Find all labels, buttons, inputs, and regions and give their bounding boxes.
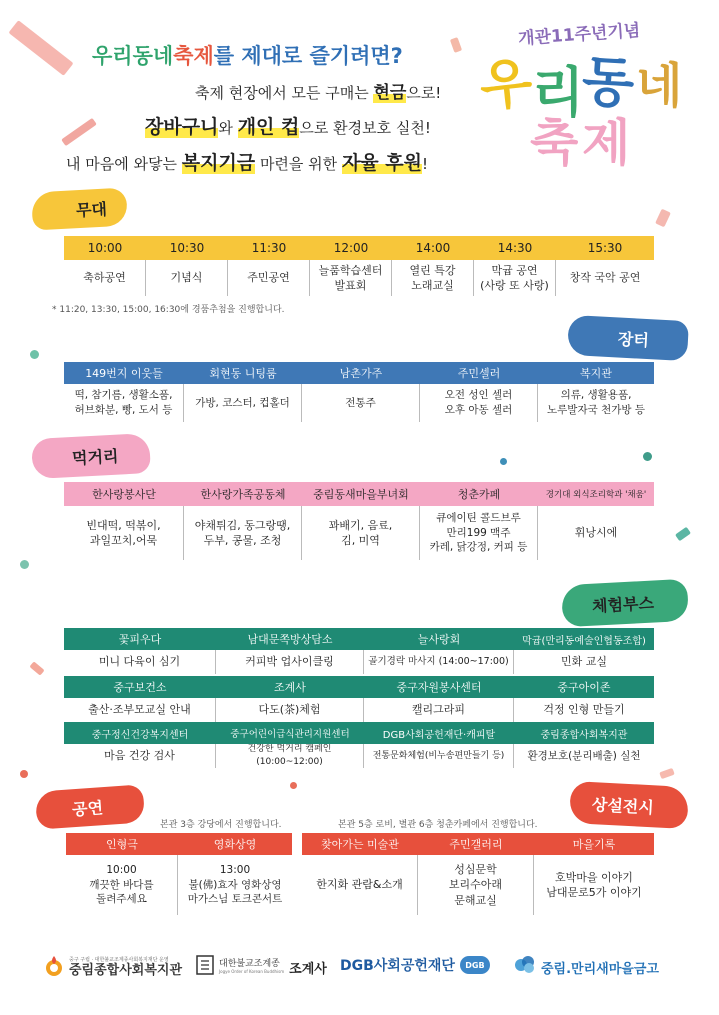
experience-header-row — [64, 722, 654, 744]
exhibit-detail: 한지화 관람&소개 — [302, 855, 418, 915]
food-vendor: 한사랑봉사단 — [92, 488, 156, 501]
booth-activity: 마음 건강 검사 — [64, 744, 216, 768]
food-vendor: 중림동새마을부녀회 — [313, 488, 409, 501]
stage-time: 10:00 — [87, 241, 123, 255]
confetti — [30, 350, 39, 359]
booth-name: 중구보건소 — [113, 681, 167, 694]
badge-subtitle: 개관11주년기념 — [517, 20, 641, 50]
booth-name: 중림종합사회복지관 — [540, 729, 628, 741]
booth-name: 중구정신건강복지센터 — [91, 729, 189, 741]
exhibit-title: 상설전시 — [591, 794, 655, 817]
performance-detail: 10:00 깨끗한 바다를 돌려주세요 — [66, 855, 178, 915]
experience-items-row — [64, 744, 654, 768]
exhibit-section-label — [569, 781, 689, 829]
confetti — [61, 118, 97, 146]
food-items-row — [64, 506, 654, 560]
booth-activity: 걱정 인형 만들기 — [543, 703, 625, 717]
badge-char: 제 — [582, 114, 631, 172]
stage-time: 10:30 — [169, 241, 205, 255]
headline-2 — [195, 78, 441, 103]
market-vendor: 주민셀러 — [457, 367, 501, 380]
food-title: 먹거리 — [71, 446, 119, 468]
food-items: 휘낭시에 — [574, 526, 618, 540]
headline-1 — [92, 40, 403, 70]
stage-event: 열린 특강 노래교실 — [392, 260, 474, 296]
food-vendor: 청춘카페 — [457, 488, 501, 501]
confetti — [20, 770, 28, 778]
headline-4-e: ! — [421, 155, 428, 173]
food-header-row — [64, 482, 654, 506]
logo1-text: 중림종합사회복지관 — [69, 962, 183, 978]
market-items: 의류, 생활용품, 노루발자국 천가방 등 — [547, 389, 645, 416]
badge-char: 리 — [532, 61, 585, 124]
headline-3-b: 와 — [218, 119, 238, 137]
headline-3 — [145, 112, 431, 139]
food-vendor: 한사랑가족공동체 — [200, 488, 286, 501]
stage-events-row — [64, 260, 654, 296]
booth-activity: 다도(茶)체험 — [216, 698, 364, 722]
exhibit-note: 본관 5층 로비, 별관 6층 청춘카페에서 진행합니다. — [338, 820, 538, 830]
booth-name: 남대문쪽방상담소 — [247, 633, 333, 646]
booth-name: DGB사회공헌재단·캐피탈 — [382, 729, 496, 741]
performance-name: 인형극 — [106, 838, 138, 851]
experience-items-row — [64, 698, 654, 722]
performance-note: 본관 3층 강당에서 진행합니다. — [160, 820, 282, 830]
exhibit-name: 주민갤러리 — [449, 838, 503, 851]
exhibit-name: 찾아가는 미술관 — [321, 838, 399, 851]
logo2-caption: 대한불교조계종 — [219, 958, 280, 969]
logo2-caption-en: Jogye Order of Korean Buddhism — [219, 968, 285, 974]
food-items: 야채튀김, 동그랑땡, 두부, 콩물, 조청 — [184, 506, 302, 560]
confetti — [290, 782, 297, 789]
market-vendor: 복지관 — [580, 367, 612, 380]
market-header-row — [64, 362, 654, 384]
stage-time: 14:00 — [415, 241, 451, 255]
confetti — [659, 768, 675, 779]
market-items: 떡, 참기름, 생활소품, 허브화분, 빵, 도서 등 — [64, 384, 184, 422]
booth-name: 늘사랑회 — [417, 633, 461, 646]
booth-activity: 출산·조부모교실 안내 — [64, 698, 216, 722]
booth-activity: 건강한 먹거리 캠페인(10:00~12:00) — [216, 744, 364, 768]
exhibit-name: 마을기록 — [572, 838, 616, 851]
food-items: 빈대떡, 떡볶이, 과일꼬치,어묵 — [64, 506, 184, 560]
market-title: 장터 — [617, 328, 650, 350]
stage-time: 15:30 — [587, 241, 623, 255]
market-items: 전통주 — [302, 384, 420, 422]
logo2-text: 조계사 — [289, 961, 327, 977]
confetti — [20, 560, 29, 569]
headline-1-a: 우리동네 — [92, 44, 174, 68]
performance-title: 공연 — [71, 797, 104, 819]
stage-event: 축하공연 — [64, 260, 146, 296]
experience-items-row — [64, 650, 654, 674]
food-section-label — [31, 433, 151, 479]
headline-3-d: 으로 환경보호 실천! — [299, 119, 431, 137]
experience-title: 체험부스 — [591, 593, 655, 616]
headline-2-c: 으로! — [406, 84, 442, 102]
headline-2-b: 현금 — [373, 83, 407, 103]
headline-3-c: 개인 컵 — [237, 116, 300, 138]
badge-char: 우 — [476, 50, 536, 119]
experience-section-label — [561, 579, 689, 628]
flame-icon — [44, 955, 64, 981]
exhibit-detail: 성심문학 보리수아래 문해교실 — [418, 855, 534, 915]
confetti — [450, 37, 462, 53]
performance-header-row — [66, 833, 292, 855]
market-items-row — [64, 384, 654, 422]
market-vendor: 회현동 니팅룸 — [209, 367, 277, 380]
booth-activity: 골기경락 마사지 (14:00~17:00) — [364, 650, 514, 674]
headline-3-a: 장바구니 — [145, 116, 219, 138]
market-vendor: 남촌가주 — [339, 367, 383, 380]
booth-activity: 미니 다육이 심기 — [64, 650, 216, 674]
confetti — [643, 452, 652, 461]
booth-activity: 민화 교실 — [560, 655, 607, 669]
market-vendor: 149번지 이웃들 — [85, 367, 163, 380]
confetti — [29, 661, 44, 675]
market-items: 오전 성인 셀러 오후 아동 셀러 — [420, 384, 538, 422]
stage-event: 늘품학습센터 발표회 — [310, 260, 392, 296]
stage-time: 14:30 — [497, 241, 533, 255]
booth-name: 중구어린이급식관리지원센터 — [230, 729, 350, 740]
headline-4-b: 복지기금 — [181, 152, 256, 174]
logo-jungnim-welfare — [44, 955, 182, 981]
exhibit-items-row — [302, 855, 654, 915]
confetti — [655, 209, 671, 228]
market-section-label — [567, 315, 689, 361]
booth-name: 중구자원봉사센터 — [396, 681, 482, 694]
booth-activity: 캘리그라피 — [364, 698, 514, 722]
booth-name: 막귭(만리동예술인협동조합) — [522, 635, 646, 647]
confetti — [675, 527, 691, 542]
badge-char: 축 — [530, 114, 579, 172]
confetti — [500, 458, 507, 465]
exhibit-detail: 호박마을 이야기 남대문로5가 이야기 — [546, 870, 642, 899]
stage-section-label — [31, 188, 128, 231]
headline-4-c: 마련을 위한 — [255, 155, 342, 173]
food-items: 꽈배기, 음료, 김, 미역 — [302, 506, 420, 560]
dgb-badge-icon: DGB — [460, 956, 490, 974]
booth-activity: 환경보호(분리배출) 실천 — [527, 749, 641, 762]
headline-2-a: 축제 현장에서 모든 구매는 — [195, 84, 374, 102]
saemaeul-icon — [514, 955, 536, 979]
stage-event: 주민공연 — [228, 260, 310, 296]
stage-times-row — [64, 236, 654, 260]
badge-char: 동 — [579, 49, 637, 116]
booth-name: 꽃피우다 — [118, 633, 162, 646]
headline-4-d: 자율 후원 — [341, 152, 422, 174]
performance-name: 영화상영 — [213, 838, 257, 851]
booth-name: 중구아이존 — [557, 681, 611, 694]
temple-icon — [196, 955, 214, 979]
stage-time: 12:00 — [333, 241, 369, 255]
experience-header-row — [64, 628, 654, 650]
booth-activity: 전통문화체험(비누송편만들기 등) — [364, 744, 514, 768]
stage-event: 막귭 공연 (사랑 또 사랑) — [474, 260, 556, 296]
stage-event: 창작 국악 공연 — [569, 271, 641, 285]
stage-note: * 11:20, 13:30, 15:00, 16:30에 경품추첨을 진행합니다. — [52, 305, 285, 315]
stage-title: 무대 — [75, 199, 108, 220]
stage-time: 11:30 — [251, 241, 287, 255]
performance-detail: 13:00 불(佛)효자 영화상영 마가스님 토크콘서트 — [187, 863, 283, 906]
exhibit-header-row — [302, 833, 654, 855]
logo-jogyesa — [196, 955, 327, 979]
experience-header-row — [64, 676, 654, 698]
headline-1-c: 를 제대로 즐기려면? — [213, 44, 403, 68]
logo3-text: DGB사회공헌재단 — [340, 958, 455, 974]
food-items: 큐에이틴 콜드브루 만리199 맥주 카레, 닭강정, 커피 등 — [420, 506, 538, 560]
food-vendor: 경기대 외식조리학과 '채움' — [545, 490, 647, 500]
logo-saemaeul — [514, 955, 659, 979]
badge-char: 네 — [636, 58, 683, 114]
booth-activity: 커피박 업사이클링 — [216, 650, 364, 674]
market-items: 가방, 코스터, 컵홀더 — [184, 384, 302, 422]
stage-event: 기념식 — [146, 260, 228, 296]
headline-4-a: 내 마음에 와닿는 — [66, 155, 182, 173]
performance-section-label — [35, 784, 145, 829]
confetti — [8, 20, 73, 76]
headline-1-b: 축제 — [173, 44, 214, 68]
booth-name: 조계사 — [274, 681, 306, 694]
logo4-text: 중림.만리새마을금고 — [541, 961, 659, 977]
performance-items-row — [66, 855, 292, 915]
headline-4 — [66, 148, 428, 175]
logo1-caption: 중구 구립 · 대한불교조계종사회복지재단 운영 — [69, 957, 169, 964]
logo-dgb — [340, 955, 490, 975]
